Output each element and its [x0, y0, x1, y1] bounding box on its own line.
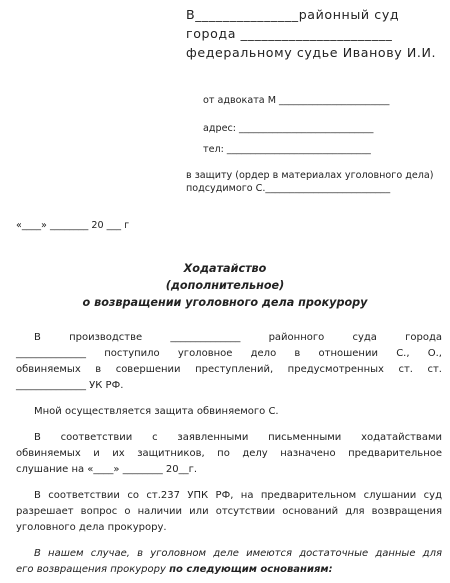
paragraph-1-line: ______________ УК РФ. — [16, 380, 124, 391]
paragraph-3-line: обвиняемых и их защитников, по делу назначено предварительное — [16, 448, 442, 459]
paragraph-1 — [16, 330, 442, 394]
paragraph-1-line: обвиняемых в совершении преступлений, предусмотренных ст. ст. — [16, 364, 442, 375]
paragraph-4-line: В соответствии со ст.237 УПК РФ, на предварительном слушании суд — [34, 490, 442, 501]
paragraph-4 — [16, 488, 442, 536]
document-subtitle: (дополнительное) — [165, 279, 285, 292]
defense-order-line: в защиту (ордер в материалах уголовного дела) — [186, 170, 434, 181]
phone-line: тел: ______________________________ — [203, 144, 371, 155]
paragraph-3 — [16, 430, 442, 478]
paragraph-4-line: разрешает вопрос о наличии или отсутствии оснований для возвращения — [16, 506, 442, 517]
defendant-line: подсудимого С.__________________________ — [186, 183, 391, 194]
paragraph-4-line: уголовного дела прокурору. — [16, 522, 167, 533]
document-title: Ходатайство — [183, 262, 267, 275]
address-line: адрес: ____________________________ — [203, 123, 374, 134]
paragraph-2: Мной осуществляется защита обвиняемого С. — [34, 406, 279, 417]
paragraph-5-line: В нашем случае, в уголовном деле имеются достаточные данные для — [34, 548, 442, 559]
attorney-line: от адвоката М _______________________ — [203, 95, 390, 106]
judge-line: федеральному судье Иванову И.И. — [186, 45, 437, 60]
city-line: города ______________________ — [186, 26, 393, 41]
grounds-emphasis: по следующим основаниям: — [169, 564, 333, 575]
paragraph-1-line: В производстве ______________ районного суда города — [34, 332, 442, 343]
paragraph-5-line — [16, 562, 442, 578]
paragraph-1-line: ______________ поступило уголовное дело в отношении С., О., — [16, 348, 442, 359]
paragraph-5-text: его возвращения прокурору — [16, 564, 170, 575]
paragraph-3-line: В соответствии с заявленными письменными ходатайствами — [34, 432, 442, 443]
date-line: «____» ________ 20 ___ г — [16, 220, 130, 231]
paragraph-5 — [16, 546, 442, 578]
document-subject: о возвращении уголовного дела прокурору — [82, 296, 368, 309]
paragraph-3-line: слушание на «____» ________ 20__г. — [16, 464, 198, 475]
court-line: В_______________районный суд — [186, 7, 400, 22]
